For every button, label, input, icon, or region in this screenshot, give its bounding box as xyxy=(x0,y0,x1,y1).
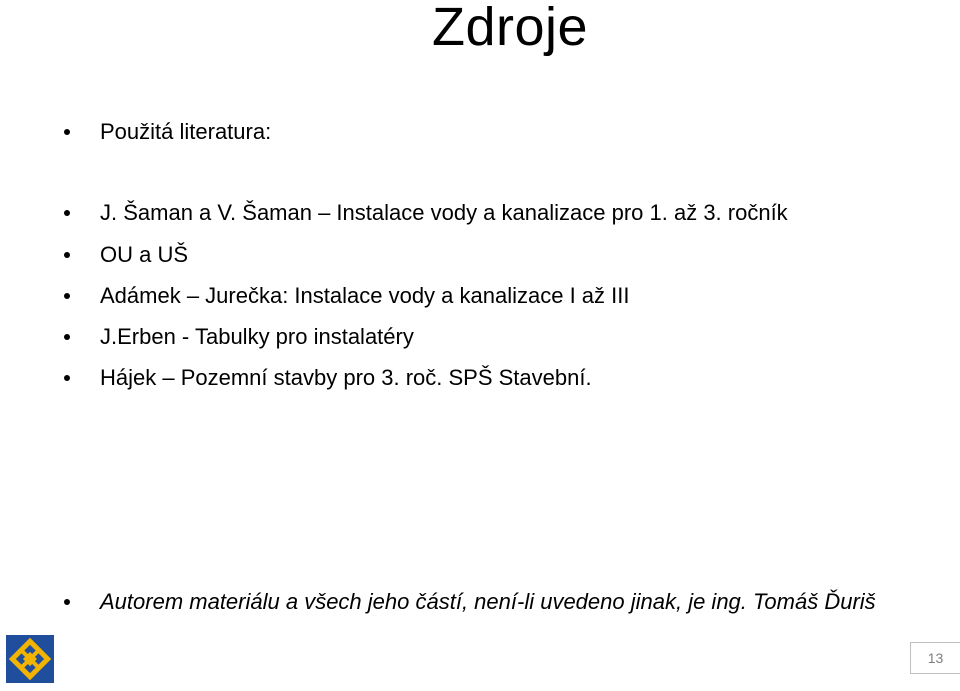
list-item xyxy=(56,198,936,228)
bullet-dot-icon xyxy=(64,210,70,216)
author-note-text: Autorem materiálu a všech jeho částí, není-li uvedeno jinak, je ing. Tomáš Ďuriš xyxy=(100,589,876,614)
bullet-dot-icon xyxy=(64,375,70,381)
bullet-dot-icon xyxy=(64,334,70,340)
list-item xyxy=(56,240,936,270)
bullet-dot-icon xyxy=(64,129,70,135)
list-item-text: Adámek – Jurečka: Instalace vody a kanalizace I až III xyxy=(100,283,630,308)
slide-title: Zdroje xyxy=(431,0,589,57)
list-item xyxy=(56,363,936,393)
school-diamond-logo-icon xyxy=(6,635,54,683)
bullet-dot-icon xyxy=(64,599,70,605)
bullet-dot-icon xyxy=(64,293,70,299)
bullet-dot-icon xyxy=(64,252,70,258)
list-item-text: Použitá literatura: xyxy=(100,119,272,144)
list-item-text: OU a UŠ xyxy=(100,242,189,267)
page-number: 13 xyxy=(910,642,960,674)
list-item-text: J. Šaman a V. Šaman – Instalace vody a kanalizace pro 1. až 3. ročník xyxy=(100,200,788,225)
author-note xyxy=(56,587,936,617)
list-item-text: Hájek – Pozemní stavby pro 3. roč. SPŠ Stavební. xyxy=(100,365,592,390)
list-item-text: J.Erben - Tabulky pro instalatéry xyxy=(100,324,414,349)
list-item xyxy=(56,322,936,352)
list-item xyxy=(56,117,936,147)
list-item xyxy=(56,281,936,311)
